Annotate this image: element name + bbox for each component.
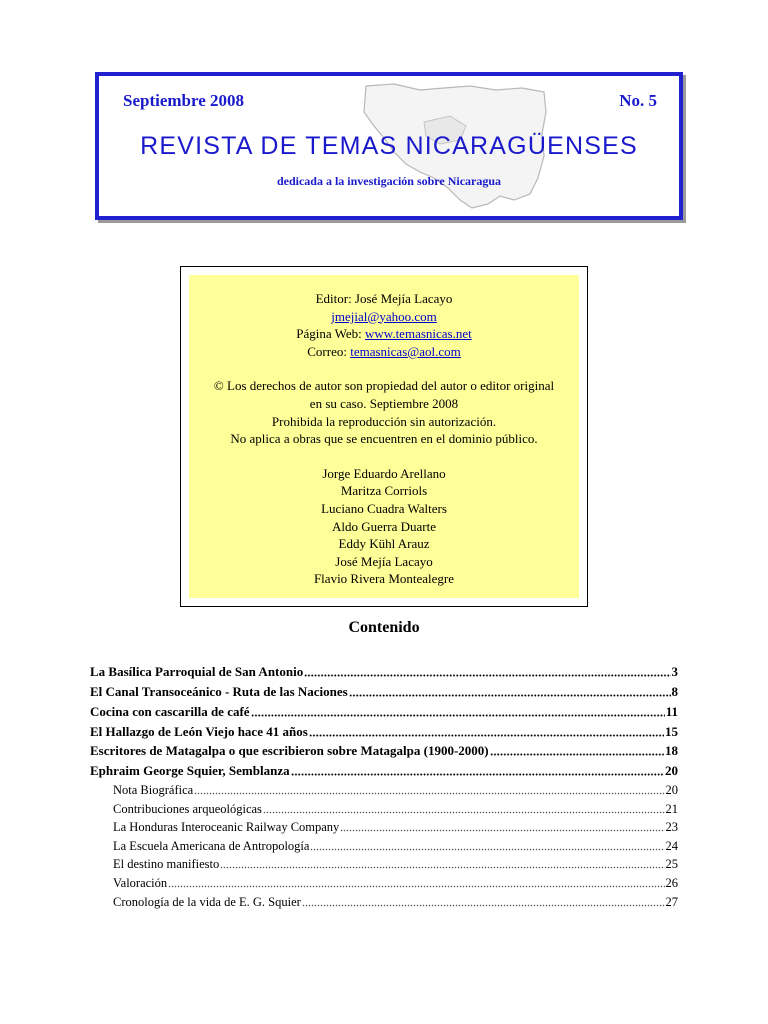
toc-leader-dots [310, 848, 664, 851]
contributor-name: Jorge Eduardo Arellano [322, 465, 446, 481]
editorial-info-box [180, 266, 588, 607]
toc-leader-dots [168, 885, 664, 888]
toc-leader-dots [304, 674, 670, 677]
toc-entry-page: 18 [665, 743, 678, 759]
copyright-line-4: No aplica a obras que se encuentren en el dominio público. [230, 431, 538, 447]
toc-leader-dots [340, 829, 664, 832]
magazine-title: REVISTA DE TEMAS NICARAGÜENSES [140, 132, 638, 160]
toc-leader-dots [302, 904, 665, 907]
toc-subentry[interactable] [90, 854, 678, 873]
toc-entry[interactable] [90, 660, 678, 680]
toc-subentry-page: 20 [665, 782, 678, 797]
toc-leader-dots [251, 714, 665, 717]
contributor-name: Luciano Cuadra Walters [321, 500, 447, 516]
toc-subentry-page: 24 [665, 838, 678, 853]
editor-email-link[interactable]: jmejial@yahoo.com [331, 308, 437, 324]
issue-date: Septiembre 2008 [123, 91, 245, 110]
toc-subentry-title: Valoración [113, 875, 168, 890]
toc-leader-dots [349, 694, 671, 697]
toc-subentry[interactable] [90, 817, 678, 836]
contact-email-link[interactable]: temasnicas@aol.com [350, 343, 461, 359]
contributor-name: Flavio Rivera Montealegre [313, 571, 455, 587]
toc-subentry-page: 25 [665, 857, 678, 872]
toc-subentry-title: El destino manifiesto [113, 857, 220, 872]
copyright-line-2: en su caso. Septiembre 2008 [309, 395, 459, 411]
toc-entry-title: El Hallazgo de León Viejo hace 41 años [90, 723, 308, 739]
toc-entry[interactable] [90, 720, 678, 740]
toc-entry-page: 3 [671, 663, 678, 679]
toc-entry[interactable] [90, 700, 678, 720]
toc-subentry-page: 23 [665, 820, 678, 835]
contributor-name: Aldo Guerra Duarte [332, 518, 436, 534]
toc-entry-title: La Basílica Parroquial de San Antonio [90, 663, 304, 679]
contributor-name: Maritza Corriols [340, 483, 428, 499]
toc-subentry-title: Nota Biográfica [113, 782, 194, 797]
toc-leader-dots [309, 734, 664, 737]
toc-entry-page: 11 [665, 703, 678, 719]
contributor-name: Eddy Kühl Arauz [338, 536, 430, 552]
toc-subentry[interactable] [90, 798, 678, 817]
contributor-name: José Mejía Lacayo [335, 553, 433, 569]
toc-subentry-title: La Escuela Americana de Antropología [113, 838, 310, 853]
editor-line: Editor: José Mejía Lacayo [315, 291, 453, 306]
toc-subentry[interactable] [90, 891, 678, 910]
toc-subentry-page: 21 [665, 801, 678, 816]
toc-subentry-title: Cronología de la vida de E. G. Squier [113, 894, 301, 909]
toc-leader-dots [291, 773, 664, 776]
contents-heading: Contenido [348, 619, 420, 636]
toc-subentry-title: La Honduras Interoceanic Railway Company [113, 820, 340, 835]
toc-entry-page: 8 [671, 683, 678, 699]
copyright-line-1: © Los derechos de autor son propiedad del autor o editor original [213, 378, 555, 394]
toc-entry-title: Escritores de Matagalpa o que escribieron sobre Matagalpa (1900-2000) [90, 743, 489, 759]
toc-subentry[interactable] [90, 779, 678, 798]
toc-entry[interactable] [90, 759, 678, 779]
issue-number: No. 5 [619, 91, 657, 110]
toc-entry-title: Ephraim George Squier, Semblanza [90, 763, 290, 779]
table-of-contents [90, 660, 678, 910]
toc-leader-dots [263, 811, 665, 814]
toc-subentry[interactable] [90, 872, 678, 891]
toc-entry-page: 15 [665, 723, 678, 739]
web-label: Página Web: [296, 326, 365, 342]
mail-label: Correo: [307, 343, 351, 359]
toc-leader-dots [490, 753, 664, 756]
toc-entry-title: El Canal Transoceánico - Ruta de las Naciones [90, 683, 348, 699]
copyright-line-3: Prohibida la reproducción sin autorización. [271, 413, 497, 429]
toc-entry[interactable] [90, 680, 678, 700]
editorial-info-panel [189, 275, 579, 598]
toc-entry-page: 20 [665, 763, 678, 779]
toc-entry-title: Cocina con cascarilla de café [90, 703, 250, 719]
website-link[interactable]: www.temasnicas.net [365, 326, 472, 342]
toc-entry[interactable] [90, 740, 678, 760]
toc-subentry-page: 27 [665, 894, 678, 909]
masthead [95, 72, 683, 220]
toc-subentry-page: 26 [665, 875, 678, 890]
toc-leader-dots [220, 866, 664, 869]
magazine-subtitle: dedicada a la investigación sobre Nicaragua [276, 174, 502, 188]
toc-subentry-title: Contribuciones arqueológicas [113, 801, 262, 816]
toc-leader-dots [194, 792, 664, 795]
toc-subentry[interactable] [90, 835, 678, 854]
